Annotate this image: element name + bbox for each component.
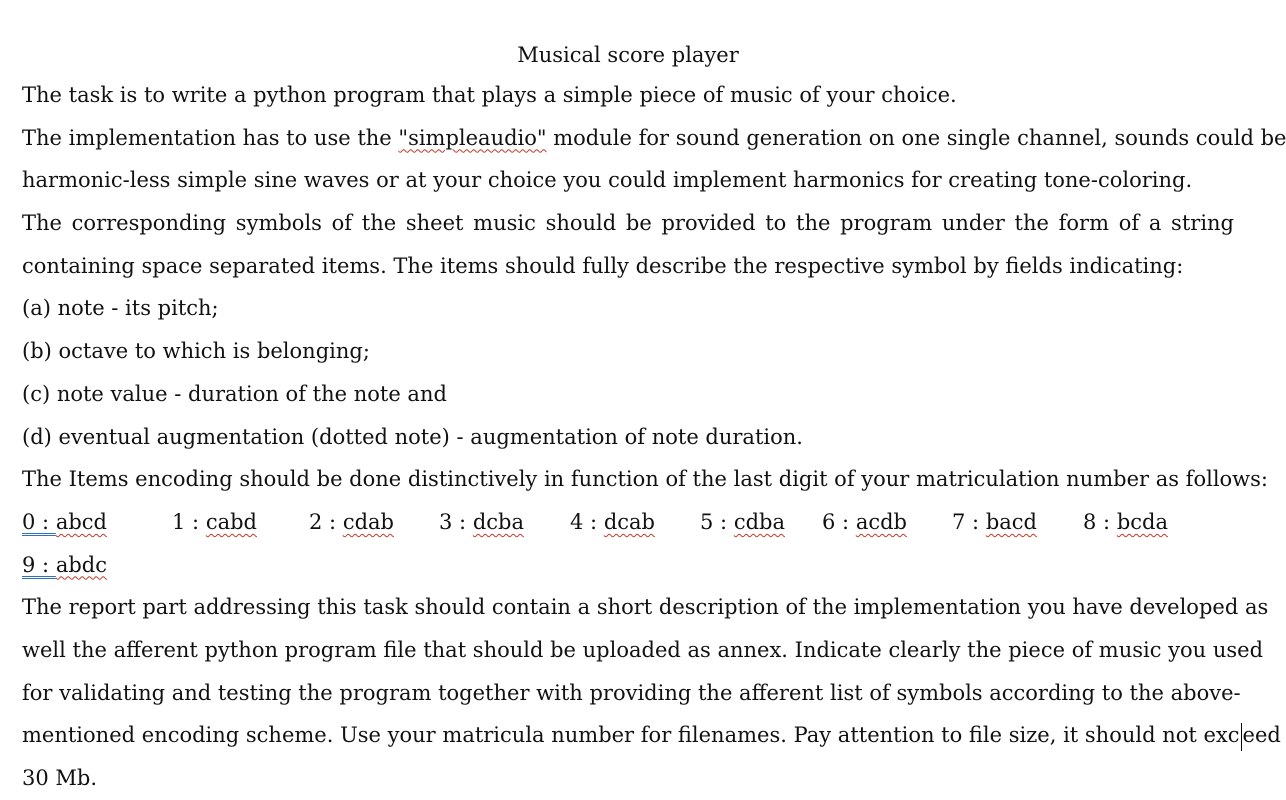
encoding-code: acdb	[855, 509, 907, 534]
encoding-item-9	[22, 544, 107, 587]
encoding-intro: The Items encoding should be done distinctively in function of the last digit of your matriculation number as follows:	[22, 467, 1269, 492]
encoding-code: cdab	[342, 509, 394, 534]
document-title: Musical score player	[517, 43, 739, 67]
encoding-digit: 4	[570, 509, 584, 534]
encoding-digit: 2	[309, 509, 323, 534]
implementation-line-1	[22, 117, 1286, 160]
encoding-code: abdc	[55, 552, 107, 577]
field-item-b: (b) octave to which is belonging;	[22, 339, 370, 364]
encoding-digit: 5	[700, 509, 714, 534]
encoding-item-5	[700, 501, 785, 544]
encoding-separator: :	[835, 509, 856, 534]
encoding-item-7	[952, 501, 1037, 544]
text-cursor	[1241, 723, 1242, 751]
field-item-c: (c) note value - duration of the note and	[22, 381, 447, 406]
encoding-code: dcab	[603, 509, 655, 534]
encoding-row-2	[22, 544, 1234, 587]
encoding-separator: :	[185, 509, 206, 534]
encoding-separator: :	[583, 509, 604, 534]
encoding-item-8	[1083, 501, 1168, 544]
document-body[interactable]	[22, 36, 1286, 800]
report-line-4	[22, 714, 1281, 757]
implementation-text-after: module for sound generation on one single channel, sounds could be	[546, 125, 1286, 150]
symbols-line-2: containing space separated items. The items should fully describe the respective symbol by fields indicating:	[22, 253, 1184, 278]
encoding-separator: :	[1096, 509, 1117, 534]
encoding-separator: :	[965, 509, 986, 534]
encoding-code: bacd	[985, 509, 1037, 534]
encoding-separator: :	[713, 509, 734, 534]
field-item-d: (d) eventual augmentation (dotted note) - augmentation of note duration.	[22, 424, 803, 449]
encoding-item-0	[22, 501, 107, 544]
field-item-a: (a) note - its pitch;	[22, 296, 219, 321]
encoding-code: cabd	[205, 509, 257, 534]
symbols-line-1: The corresponding symbols of the sheet music should be provided to the program under the form of a string	[22, 211, 1234, 236]
encoding-row	[22, 501, 1234, 544]
encoding-digit: 3	[439, 509, 453, 534]
report-line-4-text-end: eed	[1242, 723, 1281, 748]
encoding-item-4	[570, 501, 655, 544]
encoding-digit: 1	[172, 509, 186, 534]
report-line-5: 30 Mb.	[22, 766, 98, 790]
encoding-digit: 6	[822, 509, 836, 534]
encoding-digit: 0	[22, 509, 36, 534]
encoding-separator: :	[452, 509, 473, 534]
encoding-item-3	[439, 501, 524, 544]
intro-paragraph: The task is to write a python program that plays a simple piece of music of your choice.	[22, 83, 957, 107]
encoding-digit: 9	[22, 552, 36, 577]
report-line-1: The report part addressing this task should contain a short description of the implementation you have developed as	[22, 595, 1269, 620]
implementation-line-2: harmonic-less simple sine waves or at your choice you could implement harmonics for creating tone-coloring.	[22, 168, 1193, 193]
encoding-separator: :	[35, 509, 56, 534]
encoding-item-6	[822, 501, 907, 544]
encoding-item-2	[309, 501, 394, 544]
report-line-2: well the afferent python program file that should be uploaded as annex. Indicate clearly the piece of music you used	[22, 637, 1264, 662]
encoding-code: bcda	[1116, 509, 1168, 534]
report-line-3: for validating and testing the program together with providing the afferent list of symbols according to the above-	[22, 680, 1241, 705]
encoding-digit: 7	[952, 509, 966, 534]
spellcheck-word-simpleaudio: "simpleaudio"	[398, 125, 547, 150]
encoding-code: cdba	[733, 509, 785, 534]
report-line-4-text: mentioned encoding scheme. Use your matricula number for filenames. Pay attention to file size, it should not exc	[22, 723, 1240, 748]
implementation-text-before: The implementation has to use the	[22, 125, 399, 150]
encoding-separator: :	[35, 552, 56, 577]
encoding-item-1	[172, 501, 257, 544]
encoding-code: abcd	[55, 509, 107, 534]
encoding-separator: :	[322, 509, 343, 534]
encoding-code: dcba	[472, 509, 524, 534]
encoding-digit: 8	[1083, 509, 1097, 534]
